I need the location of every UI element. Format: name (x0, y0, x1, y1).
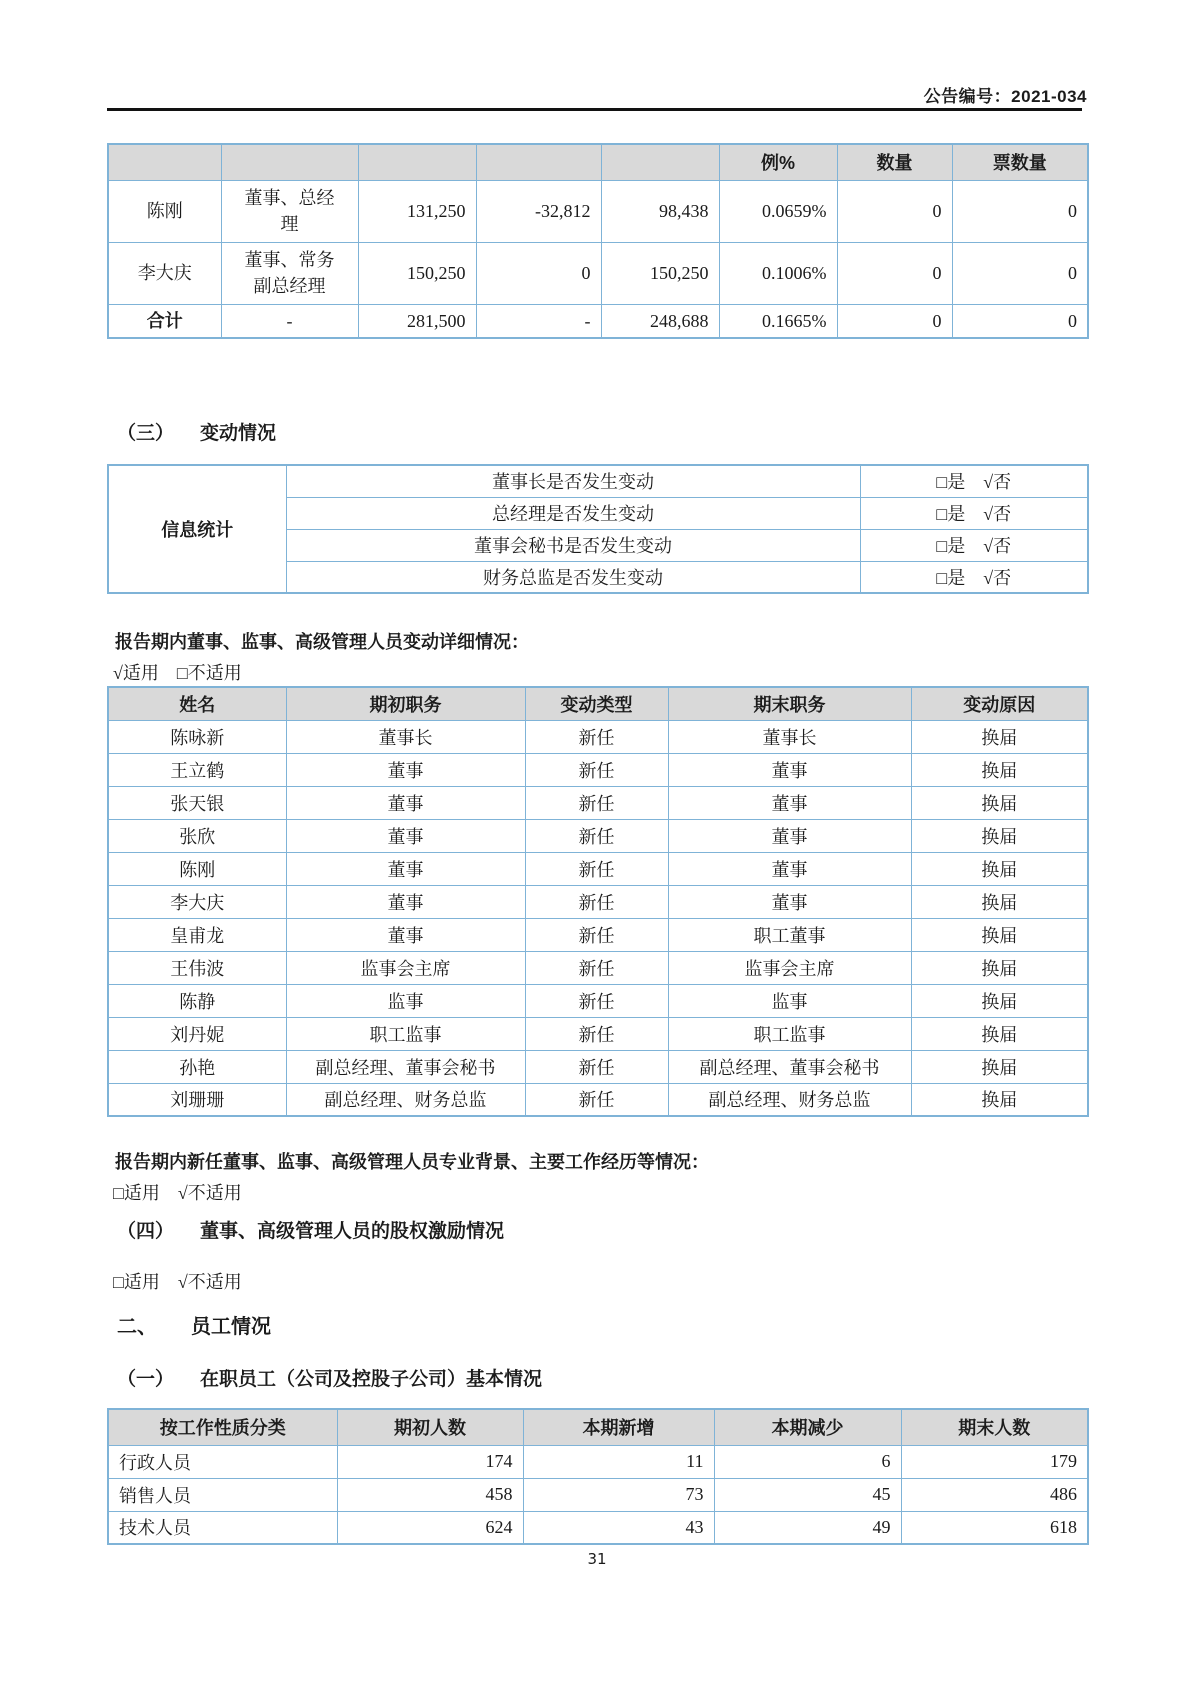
cell: 董事 (286, 885, 525, 918)
cell: -32,812 (476, 180, 601, 242)
cell: 6 (714, 1445, 901, 1478)
table-row (108, 465, 1088, 497)
table-header-row (108, 144, 1088, 180)
section-title: 员工情况 (191, 1316, 271, 1338)
table-row (108, 786, 1088, 819)
cell: 职工监事 (286, 1017, 525, 1050)
col-header-final-count: 期末人数 (901, 1409, 1088, 1445)
cell: 换届 (911, 885, 1088, 918)
cell: 281,500 (358, 304, 476, 338)
cell: 45 (714, 1478, 901, 1511)
employee-table (107, 1408, 1089, 1545)
question-cell: 董事会秘书是否发生变动 (286, 529, 860, 561)
cell: 换届 (911, 720, 1088, 753)
doc-number: 公告编号：2021-034 (923, 87, 1087, 106)
cell: 新任 (525, 1050, 668, 1083)
section-number: （一） (117, 1369, 175, 1390)
change-detail-applicable: √适用 □不适用 (113, 663, 242, 683)
cell: 98,438 (601, 180, 719, 242)
table-row (108, 984, 1088, 1017)
section-employees-heading (117, 1310, 1087, 1339)
section-title: 变动情况 (200, 423, 277, 444)
question-cell: 财务总监是否发生变动 (286, 561, 860, 593)
cell: 陈咏新 (108, 720, 286, 753)
cell: 董事、常务副总经理 (221, 242, 358, 304)
cell: 换届 (911, 786, 1088, 819)
col-header-added: 本期新增 (523, 1409, 714, 1445)
col-header-ratio: 例% (719, 144, 837, 180)
cell: 董事 (286, 852, 525, 885)
table-header-row (108, 1409, 1088, 1445)
change-detail-intro: 报告期内董事、监事、高级管理人员变动详细情况： (115, 632, 529, 652)
cell: 0 (952, 304, 1088, 338)
cell: 刘丹妮 (108, 1017, 286, 1050)
info-stats-label: 信息统计 (108, 465, 286, 593)
col-header-name: 姓名 (108, 687, 286, 720)
cell: 董事 (286, 819, 525, 852)
cell: 248,688 (601, 304, 719, 338)
cell: 新任 (525, 918, 668, 951)
section-number: 二、 (117, 1316, 157, 1338)
section-number: （三） (117, 423, 175, 444)
col-header (601, 144, 719, 180)
cell: 副总经理、董事会秘书 (668, 1050, 911, 1083)
page-number: 31 (587, 1550, 607, 1568)
answer-cell: □是 √否 (860, 529, 1088, 561)
cell: 486 (901, 1478, 1088, 1511)
table-row (108, 720, 1088, 753)
section-number: （四） (117, 1221, 175, 1242)
cell: 销售人员 (108, 1478, 337, 1511)
cell: 副总经理、董事会秘书 (286, 1050, 525, 1083)
cell: 0 (952, 242, 1088, 304)
cell: 新任 (525, 1017, 668, 1050)
cell: 新任 (525, 720, 668, 753)
cell: 新任 (525, 984, 668, 1017)
cell: 新任 (525, 753, 668, 786)
answer-cell: □是 √否 (860, 497, 1088, 529)
col-header-change-type: 变动类型 (525, 687, 668, 720)
cell: 150,250 (601, 242, 719, 304)
cell: 0 (837, 180, 952, 242)
cell: 174 (337, 1445, 523, 1478)
cell: 王立鹤 (108, 753, 286, 786)
table-row (108, 1050, 1088, 1083)
cell: 董事 (668, 786, 911, 819)
cell: 技术人员 (108, 1511, 337, 1544)
answer-cell: □是 √否 (860, 561, 1088, 593)
table-row (108, 242, 1088, 304)
cell: 监事 (286, 984, 525, 1017)
cell: 陈静 (108, 984, 286, 1017)
cell: 监事会主席 (668, 951, 911, 984)
col-header-initial-position: 期初职务 (286, 687, 525, 720)
cell: 43 (523, 1511, 714, 1544)
cell: 副总经理、财务总监 (668, 1083, 911, 1116)
cell: 李大庆 (108, 885, 286, 918)
col-header-category: 按工作性质分类 (108, 1409, 337, 1445)
cell: 131,250 (358, 180, 476, 242)
cell: 换届 (911, 1083, 1088, 1116)
cell: 新任 (525, 819, 668, 852)
cell: 458 (337, 1478, 523, 1511)
col-header-share-quantity: 票数量 (952, 144, 1088, 180)
cell: 监事会主席 (286, 951, 525, 984)
cell: 150,250 (358, 242, 476, 304)
table-row (108, 951, 1088, 984)
cell: - (476, 304, 601, 338)
cell: 张天银 (108, 786, 286, 819)
cell: 0.1006% (719, 242, 837, 304)
cell: 0.0659% (719, 180, 837, 242)
cell: 董事 (286, 918, 525, 951)
table-row (108, 180, 1088, 242)
cell: 179 (901, 1445, 1088, 1478)
cell: 新任 (525, 852, 668, 885)
section-4-heading (117, 1216, 1087, 1243)
cell: 副总经理、财务总监 (286, 1083, 525, 1116)
cell: 董事 (668, 852, 911, 885)
header-rule (107, 108, 1082, 111)
cell: 董事 (286, 753, 525, 786)
question-cell: 总经理是否发生变动 (286, 497, 860, 529)
cell: 李大庆 (108, 242, 221, 304)
cell: 新任 (525, 951, 668, 984)
cell: 董事长 (286, 720, 525, 753)
col-header-initial-count: 期初人数 (337, 1409, 523, 1445)
cell: 0 (952, 180, 1088, 242)
cell: 换届 (911, 1017, 1088, 1050)
cell: 新任 (525, 885, 668, 918)
col-header (476, 144, 601, 180)
table-row (108, 304, 1088, 338)
table-row (108, 852, 1088, 885)
cell: 董事 (668, 885, 911, 918)
section-3-heading (117, 418, 1087, 445)
cell: 换届 (911, 753, 1088, 786)
col-header-reduced: 本期减少 (714, 1409, 901, 1445)
table-row (108, 819, 1088, 852)
cell: 换届 (911, 1050, 1088, 1083)
cell: 监事 (668, 984, 911, 1017)
question-cell: 董事长是否发生变动 (286, 465, 860, 497)
change-detail-table (107, 686, 1089, 1117)
cell: 职工监事 (668, 1017, 911, 1050)
cell: 换届 (911, 918, 1088, 951)
col-header-change-reason: 变动原因 (911, 687, 1088, 720)
cell: 陈刚 (108, 852, 286, 885)
cell: 职工董事 (668, 918, 911, 951)
new-appointment-applicable: □适用 √不适用 (113, 1183, 242, 1203)
table-row (108, 918, 1088, 951)
table-header-row (108, 687, 1088, 720)
cell: 皇甫龙 (108, 918, 286, 951)
table-row (108, 1511, 1088, 1544)
table-row (108, 1445, 1088, 1478)
cell: 董事 (668, 753, 911, 786)
cell: 行政人员 (108, 1445, 337, 1478)
cell: 张欣 (108, 819, 286, 852)
cell: 0 (837, 304, 952, 338)
cell: 换届 (911, 951, 1088, 984)
answer-cell: □是 √否 (860, 465, 1088, 497)
cell: 陈刚 (108, 180, 221, 242)
cell: 0 (476, 242, 601, 304)
cell: 新任 (525, 1083, 668, 1116)
new-appointment-intro: 报告期内新任董事、监事、高级管理人员专业背景、主要工作经历等情况： (115, 1152, 709, 1172)
col-header (108, 144, 221, 180)
cell: 合计 (108, 304, 221, 338)
cell: 624 (337, 1511, 523, 1544)
cell: 王伟波 (108, 951, 286, 984)
cell: - (221, 304, 358, 338)
cell: 0.1665% (719, 304, 837, 338)
table-row (108, 1083, 1088, 1116)
section-title: 在职员工（公司及控股子公司）基本情况 (200, 1369, 543, 1390)
table-row (108, 885, 1088, 918)
col-header-quantity: 数量 (837, 144, 952, 180)
table-row (108, 1017, 1088, 1050)
cell: 董事、总经理 (221, 180, 358, 242)
cell: 换届 (911, 984, 1088, 1017)
shareholding-table (107, 143, 1089, 339)
table-row (108, 753, 1088, 786)
cell: 董事长 (668, 720, 911, 753)
cell: 换届 (911, 852, 1088, 885)
col-header-final-position: 期末职务 (668, 687, 911, 720)
cell: 刘珊珊 (108, 1083, 286, 1116)
cell: 董事 (668, 819, 911, 852)
cell: 73 (523, 1478, 714, 1511)
info-stats-table (107, 464, 1089, 594)
col-header (221, 144, 358, 180)
cell: 换届 (911, 819, 1088, 852)
cell: 0 (837, 242, 952, 304)
subsection-employees-heading (117, 1364, 1087, 1391)
section-4-applicable: □适用 √不适用 (113, 1272, 242, 1292)
cell: 董事 (286, 786, 525, 819)
col-header (358, 144, 476, 180)
cell: 新任 (525, 786, 668, 819)
cell: 49 (714, 1511, 901, 1544)
cell: 孙艳 (108, 1050, 286, 1083)
section-title: 董事、高级管理人员的股权激励情况 (200, 1221, 505, 1242)
cell: 11 (523, 1445, 714, 1478)
table-row (108, 1478, 1088, 1511)
cell: 618 (901, 1511, 1088, 1544)
